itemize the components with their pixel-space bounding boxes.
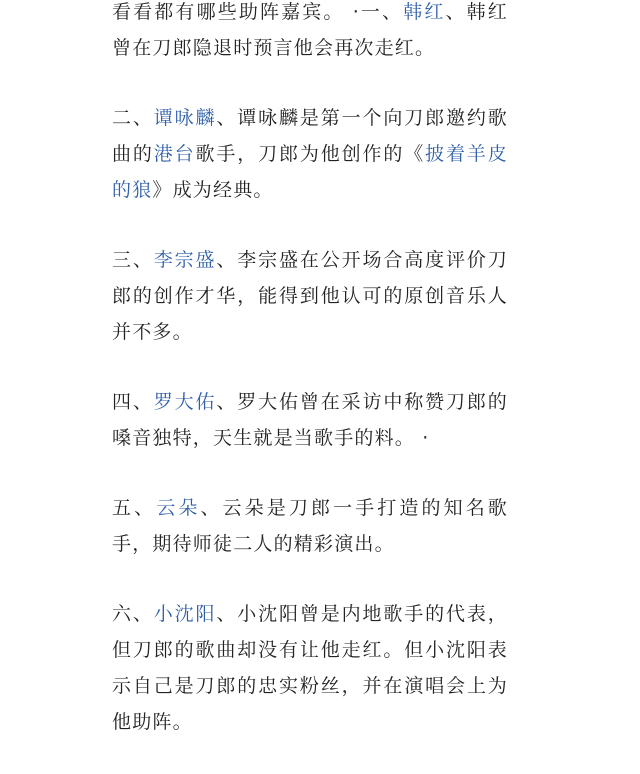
text-segment: 二、: [112, 107, 154, 129]
link-xiao-shenyang[interactable]: 小沈阳: [153, 603, 217, 625]
text-segment: 》成为经典。: [152, 179, 274, 201]
paragraph-5: [112, 490, 508, 562]
text-segment: 六、: [112, 603, 154, 625]
link-luo-dayou[interactable]: 罗大佑: [153, 391, 217, 413]
link-tan-yonglin[interactable]: 谭咏麟: [153, 107, 217, 129]
link-gangtai[interactable]: 港台: [153, 143, 196, 165]
link-han-hong[interactable]: 韩红: [403, 1, 446, 23]
paragraph-6: [112, 596, 508, 740]
link-li-zongsheng[interactable]: 李宗盛: [153, 249, 217, 271]
text-segment: 五、: [112, 497, 157, 519]
text-segment: 、小沈阳曾是内地歌手的代表，但刀郎的歌曲却没有让他走红。但小沈阳表示自己是刀郎的忠实粉丝，并在演唱会上为他助阵。: [112, 603, 508, 733]
paragraph-4: [112, 384, 508, 456]
paragraph-3: [112, 242, 508, 350]
article-body: [112, 0, 508, 774]
text-segment: 四、: [112, 391, 154, 413]
text-segment: 、云朵是刀郎一手打造的知名歌手，期待师徒二人的精彩演出。: [112, 497, 508, 555]
paragraph-1: [112, 0, 508, 66]
text-segment: 、罗大佑曾在采访中称赞刀郎的嗓音独特，天生就是当歌手的料。 ·: [112, 391, 508, 449]
text-segment: 、李宗盛在公开场合高度评价刀郎的创作才华，能得到他认可的原创音乐人并不多。: [112, 249, 508, 343]
text-segment: 、韩红曾在刀郎隐退时预言他会再次走红。: [112, 1, 508, 59]
text-segment: 歌手，刀郎为他创作的《: [195, 143, 426, 165]
text-segment: 、谭咏麟是第一个向刀郎邀约歌曲的: [112, 107, 508, 165]
paragraph-2: [112, 100, 508, 208]
link-song-title[interactable]: 披着羊皮的狼: [112, 143, 509, 201]
text-segment: 看看都有哪些助阵嘉宾。 ·一、: [112, 1, 404, 23]
text-segment: 三、: [112, 249, 154, 271]
link-yun-duo[interactable]: 云朵: [156, 497, 201, 519]
